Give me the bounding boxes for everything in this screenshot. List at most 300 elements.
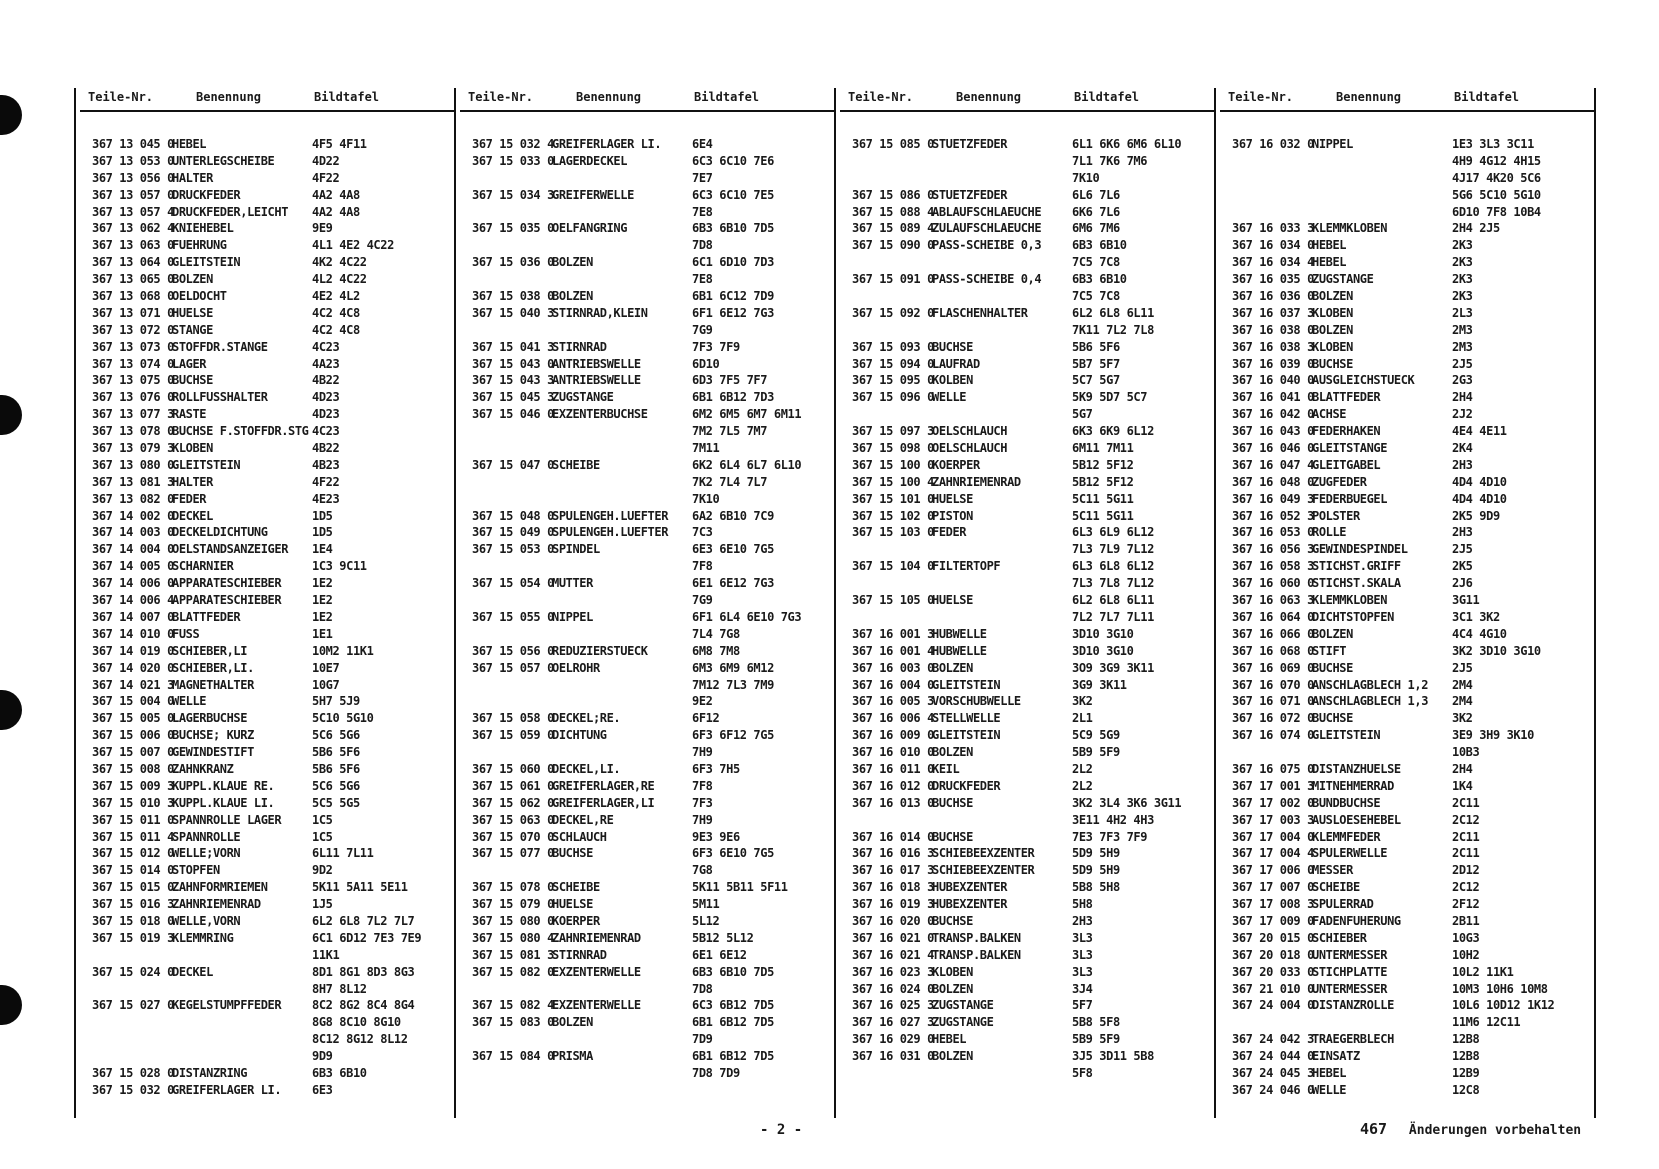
plate-ref: 2L3	[1452, 305, 1473, 320]
plate-ref: 2C11	[1452, 829, 1480, 844]
plate-ref: 1D5	[312, 525, 333, 540]
plate-ref: 4B22	[312, 441, 340, 456]
part-name: PASS-SCHEIBE 0,4	[932, 272, 1042, 287]
part-number: 367 15 061 0	[472, 778, 554, 793]
part-number: 367 15 091 0	[852, 272, 934, 287]
table-row	[460, 761, 834, 778]
part-number: 367 15 101 0	[852, 491, 934, 506]
plate-ref: 1E4	[312, 542, 333, 557]
part-number: 367 16 013 0	[852, 795, 934, 810]
plate-ref: 4D23	[312, 407, 340, 422]
table-row	[840, 237, 1214, 254]
table-row	[840, 829, 1214, 846]
part-name: STICHPLATTE	[1312, 964, 1388, 979]
part-number: 367 16 009 0	[852, 728, 934, 743]
plate-ref: 6E4	[692, 137, 713, 151]
plate-ref: 7G9	[692, 322, 713, 337]
plate-ref: 3J4	[1072, 981, 1093, 996]
table-row	[80, 592, 454, 609]
plate-ref: 2K3	[1452, 238, 1473, 253]
part-number: 367 16 003 0	[852, 660, 934, 675]
part-number: 367 17 004 4	[1232, 846, 1314, 861]
table-row	[840, 423, 1214, 440]
part-number: 367 15 070 0	[472, 829, 554, 844]
plate-ref: 1E2	[312, 593, 333, 608]
part-number: 367 16 031 0	[852, 1049, 934, 1064]
table-row	[1220, 677, 1594, 694]
part-name: HEBEL	[1312, 1065, 1347, 1080]
part-number: 367 17 004 0	[1232, 829, 1314, 844]
part-name: APPARATESCHIEBER	[172, 576, 282, 591]
table-row	[840, 524, 1214, 541]
table-row	[460, 896, 834, 913]
part-name: GREIFERLAGER,RE	[552, 778, 655, 793]
part-number: 367 17 009 0	[1232, 913, 1314, 928]
plate-ref: 6F3 6F12 7G5	[692, 728, 774, 743]
table-row	[80, 997, 454, 1014]
part-number: 367 13 056 0	[92, 170, 174, 185]
table-row	[460, 491, 834, 508]
plate-ref: 3O9 3G9 3K11	[1072, 660, 1154, 675]
part-name: ZAHNKRANZ	[172, 761, 234, 776]
part-number: 367 15 086 0	[852, 187, 934, 202]
part-number: 367 16 070 0	[1232, 677, 1314, 692]
plate-ref: 7K10	[692, 491, 720, 506]
plate-ref: 8C2 8G2 8C4 8G4	[312, 998, 415, 1013]
part-number: 367 15 083 0	[472, 1015, 554, 1030]
part-name: STIRNRAD,KLEIN	[552, 305, 648, 320]
part-number: 367 15 057 0	[472, 660, 554, 675]
part-name: BOLZEN	[932, 1049, 973, 1064]
part-name: STIFT	[1312, 643, 1347, 658]
plate-ref: 4D22	[312, 153, 340, 168]
part-name: WELLE;VORN	[172, 846, 241, 861]
header-plate: Bildtafel	[694, 90, 760, 104]
plate-ref: 12C8	[1452, 1082, 1480, 1097]
table-row	[840, 947, 1214, 964]
part-name: HUELSE	[932, 593, 973, 608]
part-name: KLOBEN	[932, 964, 973, 979]
part-name: OELSCHLAUCH	[932, 441, 1008, 456]
plate-ref: 10H2	[1452, 947, 1480, 962]
table-row	[460, 829, 834, 846]
plate-ref: 4A23	[312, 356, 340, 371]
plate-ref: 4E4 4E11	[1452, 424, 1507, 439]
plate-ref: 2G3	[1452, 373, 1473, 388]
punch-hole	[0, 690, 22, 730]
part-name: ZUGFEDER	[1312, 474, 1367, 489]
part-name: KUPPL.KLAUE LI.	[172, 795, 275, 810]
part-number: 367 15 081 3	[472, 947, 554, 962]
part-name: HUBWELLE	[932, 626, 987, 641]
table-row	[1220, 795, 1594, 812]
part-number: 367 16 021 4	[852, 947, 934, 962]
part-name: SCHARNIER	[172, 559, 234, 574]
part-number: 367 13 063 0	[92, 238, 174, 253]
table-row	[1220, 524, 1594, 541]
table-row	[80, 845, 454, 862]
part-name: AUSGLEICHSTUECK	[1312, 373, 1415, 388]
part-name: KEGELSTUMPFFEDER	[172, 998, 282, 1013]
table-row	[80, 930, 454, 947]
plate-ref: 6F12	[692, 711, 720, 726]
plate-ref: 7E3 7F3 7F9	[1072, 829, 1148, 844]
part-number: 367 14 020 0	[92, 660, 174, 675]
part-name: WELLE	[1312, 1082, 1347, 1097]
part-name: STOPFEN	[172, 863, 220, 878]
plate-ref: 2F12	[1452, 897, 1480, 912]
parts-rows	[80, 136, 454, 1099]
part-number: 367 15 006 0	[92, 728, 174, 743]
table-row	[460, 254, 834, 271]
part-number: 367 16 021 0	[852, 930, 934, 945]
table-row	[80, 271, 454, 288]
part-name: KLEMMKLOBEN	[1312, 221, 1388, 236]
part-number: 367 16 006 4	[852, 711, 934, 726]
plate-ref: 6E1 6E12	[692, 947, 747, 962]
part-name: MAGNETHALTER	[172, 677, 254, 692]
part-name: BOLZEN	[552, 1015, 593, 1030]
table-row	[1220, 1065, 1594, 1082]
part-number: 367 15 054 0	[472, 576, 554, 591]
part-name: SCHEIBE	[552, 880, 600, 895]
plate-ref: 6E3	[312, 1082, 333, 1097]
plate-ref: 5C6 5G6	[312, 778, 360, 793]
part-name: AUSLOESEHEBEL	[1312, 812, 1401, 827]
table-row	[840, 406, 1214, 423]
plate-ref: 6M8 7M8	[692, 643, 740, 658]
part-name: GLEITSTEIN	[932, 728, 1001, 743]
table-row	[80, 508, 454, 525]
table-row	[1220, 710, 1594, 727]
plate-ref: 3K2 3L4 3K6 3G11	[1072, 795, 1182, 810]
plate-ref: 6C1 6D12 7E3 7E9	[312, 930, 422, 945]
part-number: 367 16 053 0	[1232, 525, 1314, 540]
part-number: 367 15 016 3	[92, 897, 174, 912]
plate-ref: 1C5	[312, 829, 333, 844]
part-number: 367 14 007 0	[92, 609, 174, 624]
part-number: 367 15 100 4	[852, 474, 934, 489]
table-row	[840, 271, 1214, 288]
part-number: 367 16 018 3	[852, 880, 934, 895]
table-row	[840, 693, 1214, 710]
part-name: MESSER	[1312, 863, 1353, 878]
part-name: BOLZEN	[552, 289, 593, 304]
part-number: 367 15 019 3	[92, 930, 174, 945]
plate-ref: 6C3 6C10 7E6	[692, 153, 774, 168]
part-number: 367 15 009 3	[92, 778, 174, 793]
part-name: STUETZFEDER	[932, 187, 1008, 202]
part-number: 367 24 004 0	[1232, 998, 1314, 1013]
plate-ref: 2M3	[1452, 339, 1473, 354]
part-name: HUELSE	[932, 491, 973, 506]
part-name: SCHIEBER,LI	[172, 643, 248, 658]
part-number: 367 14 010 0	[92, 626, 174, 641]
plate-ref: 5K9 5D7 5C7	[1072, 390, 1148, 405]
part-number: 367 16 036 0	[1232, 289, 1314, 304]
part-name: BUCHSE	[1312, 660, 1353, 675]
part-name: DISTANZHUELSE	[1312, 761, 1401, 776]
plate-ref: 4C2 4C8	[312, 305, 360, 320]
part-name: BLATTFEDER	[172, 609, 241, 624]
part-name: GEWINDESPINDEL	[1312, 542, 1408, 557]
plate-ref: 3D10 3G10	[1072, 643, 1134, 658]
table-row	[1220, 288, 1594, 305]
part-number: 367 16 038 3	[1232, 339, 1314, 354]
plate-ref: 2J2	[1452, 407, 1473, 422]
part-name: GLEITSTEIN	[932, 677, 1001, 692]
table-row	[460, 322, 834, 339]
part-number: 367 13 073 0	[92, 339, 174, 354]
part-name: SPULERRAD	[1312, 897, 1374, 912]
plate-ref: 2C12	[1452, 812, 1480, 827]
part-name: KLOBEN	[1312, 305, 1353, 320]
part-name: BUCHSE	[932, 913, 973, 928]
part-number: 367 15 014 0	[92, 863, 174, 878]
part-number: 367 16 040 0	[1232, 373, 1314, 388]
part-number: 367 15 033 0	[472, 153, 554, 168]
part-name: PISTON	[932, 508, 973, 523]
part-name: FEDER	[932, 525, 967, 540]
table-row	[80, 389, 454, 406]
table-row	[840, 220, 1214, 237]
plate-ref: 10M3 10H6 10M8	[1452, 981, 1548, 996]
part-number: 367 16 017 3	[852, 863, 934, 878]
part-name: DRUCKFEDER	[932, 778, 1001, 793]
part-number: 367 15 011 0	[92, 812, 174, 827]
plate-ref: 7M2 7L5 7M7	[692, 424, 768, 439]
part-name: GREIFERLAGER LI.	[552, 137, 662, 151]
part-name: DECKEL,LI.	[552, 761, 621, 776]
table-row	[1220, 474, 1594, 491]
table-row	[80, 896, 454, 913]
table-row	[840, 1031, 1214, 1048]
part-name: HEBEL	[1312, 255, 1347, 270]
plate-ref: 4F22	[312, 474, 340, 489]
part-number: 367 15 059 0	[472, 728, 554, 743]
part-name: ZAHNRIEMENRAD	[172, 897, 261, 912]
plate-ref: 6C1 6D10 7D3	[692, 255, 774, 270]
part-name: DICHTSTOPFEN	[1312, 609, 1394, 624]
part-name: SCHEIBE	[552, 457, 600, 472]
table-row	[840, 862, 1214, 879]
table-row	[460, 406, 834, 423]
part-number: 367 15 012 0	[92, 846, 174, 861]
part-name: DICHTUNG	[552, 728, 607, 743]
page-number: - 2 -	[760, 1122, 803, 1138]
part-number: 367 16 066 0	[1232, 626, 1314, 641]
table-row	[80, 812, 454, 829]
plate-ref: 7K10	[1072, 170, 1100, 185]
plate-ref: 6E3 6E10 7G5	[692, 542, 774, 557]
table-row	[460, 677, 834, 694]
plate-ref: 5B8 5F8	[1072, 1015, 1120, 1030]
parts-rows	[1220, 136, 1594, 1099]
plate-ref: 3L3	[1072, 964, 1093, 979]
table-row	[80, 204, 454, 221]
table-row	[1220, 761, 1594, 778]
table-row	[1220, 356, 1594, 373]
table-row	[460, 592, 834, 609]
plate-ref: 6M2 6M5 6M7 6M11	[692, 407, 802, 422]
part-number: 367 15 027 0	[92, 998, 174, 1013]
table-row	[460, 947, 834, 964]
part-number: 367 17 001 3	[1232, 778, 1314, 793]
plate-ref: 6L6 7L6	[1072, 187, 1120, 202]
plate-ref: 1C5	[312, 812, 333, 827]
table-row	[80, 862, 454, 879]
part-number: 367 15 102 0	[852, 508, 934, 523]
table-row	[840, 389, 1214, 406]
plate-ref: 2C11	[1452, 795, 1480, 810]
plate-ref: 4L2 4C22	[312, 272, 367, 287]
table-row	[460, 474, 834, 491]
plate-ref: 12B8	[1452, 1032, 1480, 1047]
part-number: 367 16 012 0	[852, 778, 934, 793]
table-row	[460, 524, 834, 541]
part-name: UNTERLEGSCHEIBE	[172, 153, 275, 168]
part-name: BOLZEN	[932, 660, 973, 675]
table-row	[460, 136, 834, 153]
plate-ref: 7L3 7L9 7L12	[1072, 542, 1154, 557]
part-name: KLEMMFEDER	[1312, 829, 1381, 844]
table-row	[1220, 744, 1594, 761]
part-name: EXZENTERBUCHSE	[552, 407, 648, 422]
plate-ref: 12B9	[1452, 1065, 1480, 1080]
plate-ref: 7L2 7L7 7L11	[1072, 609, 1154, 624]
part-number: 367 15 097 3	[852, 424, 934, 439]
table-row	[80, 491, 454, 508]
part-name: BUCHSE F.STOFFDR.STG	[172, 424, 309, 439]
part-name: VORSCHUBWELLE	[932, 694, 1021, 709]
part-number: 367 13 072 0	[92, 322, 174, 337]
plate-ref: 6K2 6L4 6L7 6L10	[692, 457, 802, 472]
plate-ref: 9E3 9E6	[692, 829, 740, 844]
table-row	[460, 1065, 834, 1082]
part-number: 367 17 007 0	[1232, 880, 1314, 895]
part-number: 367 13 068 0	[92, 289, 174, 304]
table-row	[80, 575, 454, 592]
plate-ref: 3G11	[1452, 593, 1480, 608]
part-name: HUBEXZENTER	[932, 897, 1008, 912]
table-row	[460, 170, 834, 187]
table-row	[1220, 778, 1594, 795]
plate-ref: 4J17 4K20 5C6	[1452, 170, 1541, 185]
table-row	[1220, 136, 1594, 153]
part-number: 367 16 048 0	[1232, 474, 1314, 489]
plate-ref: 5H7 5J9	[312, 694, 360, 709]
part-number: 367 16 025 3	[852, 998, 934, 1013]
part-number: 367 15 046 0	[472, 407, 554, 422]
table-row	[840, 187, 1214, 204]
plate-ref: 4C23	[312, 424, 340, 439]
header-plate: Bildtafel	[314, 90, 380, 104]
plate-ref: 5M11	[692, 897, 720, 912]
part-number: 367 15 058 0	[472, 711, 554, 726]
table-row	[80, 1014, 454, 1031]
table-row	[1220, 423, 1594, 440]
part-number: 367 16 024 0	[852, 981, 934, 996]
table-row	[80, 254, 454, 271]
table-row	[80, 322, 454, 339]
table-row	[1220, 862, 1594, 879]
part-number: 367 16 037 3	[1232, 305, 1314, 320]
table-row	[1220, 609, 1594, 626]
column-header	[80, 88, 454, 112]
plate-ref: 7D8 7D9	[692, 1065, 740, 1080]
table-row	[460, 913, 834, 930]
plate-ref: 3E9 3H9 3K10	[1452, 728, 1534, 743]
table-row	[1220, 508, 1594, 525]
table-row	[80, 288, 454, 305]
table-row	[1220, 237, 1594, 254]
part-number: 367 15 028 0	[92, 1065, 174, 1080]
plate-ref: 10G3	[1452, 930, 1480, 945]
part-number: 367 13 074 0	[92, 356, 174, 371]
part-number: 367 16 020 0	[852, 913, 934, 928]
table-row	[1220, 440, 1594, 457]
part-number: 367 13 078 0	[92, 424, 174, 439]
table-row	[840, 964, 1214, 981]
part-number: 367 16 027 3	[852, 1015, 934, 1030]
table-row	[80, 558, 454, 575]
table-row	[460, 187, 834, 204]
table-row	[1220, 575, 1594, 592]
part-name: ZUGSTANGE	[932, 998, 994, 1013]
table-row	[1220, 981, 1594, 998]
plate-ref: 4E23	[312, 491, 340, 506]
table-row	[460, 795, 834, 812]
table-row	[80, 643, 454, 660]
part-number: 367 13 065 0	[92, 272, 174, 287]
header-name: Benennung	[1336, 90, 1402, 104]
table-row	[1220, 1031, 1594, 1048]
part-number: 367 15 015 0	[92, 880, 174, 895]
table-row	[840, 930, 1214, 947]
plate-ref: 7C5 7C8	[1072, 289, 1120, 304]
plate-ref: 2J5	[1452, 542, 1473, 557]
table-row	[460, 981, 834, 998]
plate-ref: 6C3 6B12 7D5	[692, 998, 774, 1013]
table-row	[1220, 322, 1594, 339]
table-row	[80, 829, 454, 846]
plate-ref: 6D10 7F8 10B4	[1452, 204, 1541, 219]
part-number: 367 15 100 0	[852, 457, 934, 472]
table-row	[840, 812, 1214, 829]
plate-ref: 5C7 5G7	[1072, 373, 1120, 388]
part-number: 367 14 002 0	[92, 508, 174, 523]
table-row	[460, 575, 834, 592]
table-row	[80, 1065, 454, 1082]
table-row	[460, 660, 834, 677]
part-name: BUCHSE	[1312, 711, 1353, 726]
table-row	[840, 710, 1214, 727]
part-name: KOLBEN	[932, 373, 973, 388]
plate-ref: 2M4	[1452, 694, 1473, 709]
table-row	[1220, 660, 1594, 677]
part-name: WELLE,VORN	[172, 913, 241, 928]
table-row	[1220, 339, 1594, 356]
plate-ref: 2K5 9D9	[1452, 508, 1500, 523]
part-number: 367 13 082 0	[92, 491, 174, 506]
part-number: 367 15 105 0	[852, 593, 934, 608]
plate-ref: 5B9 5F9	[1072, 1032, 1120, 1047]
plate-ref: 9E2	[692, 694, 713, 709]
part-name: BOLZEN	[932, 981, 973, 996]
plate-ref: 2H4	[1452, 761, 1473, 776]
table-row	[1220, 997, 1594, 1014]
table-row	[1220, 693, 1594, 710]
